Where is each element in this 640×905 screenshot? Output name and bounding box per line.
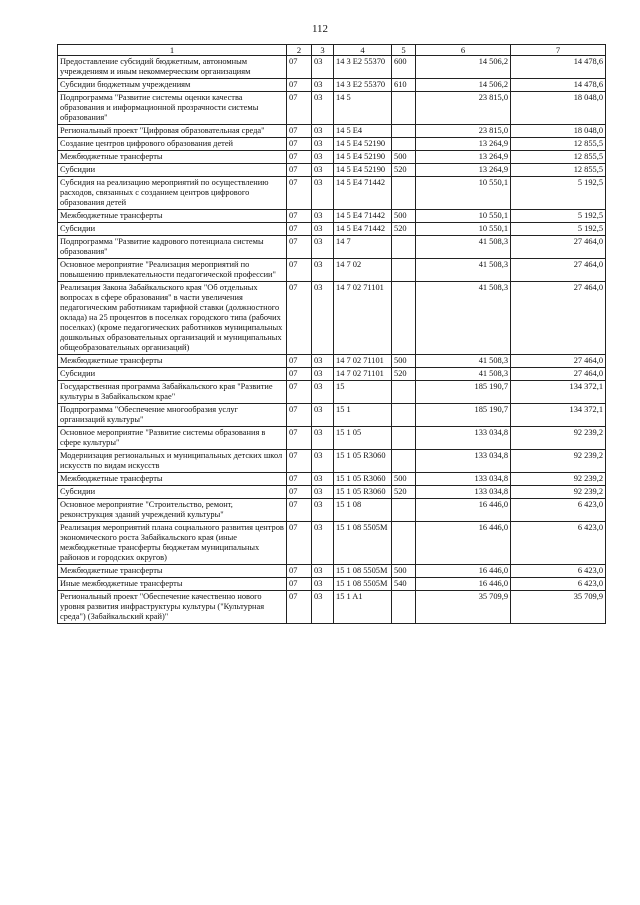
table-row [58, 381, 606, 404]
target-article-code-cell: 15 1 08 [334, 499, 392, 522]
section-code-cell: 07 [287, 368, 312, 381]
expense-type-code-cell [392, 282, 416, 355]
amount-cell: 92 239,2 [511, 473, 606, 486]
target-article-code-cell: 14 7 [334, 236, 392, 259]
table-row [58, 473, 606, 486]
target-article-code-cell: 14 7 02 71101 [334, 282, 392, 355]
section-code-cell: 07 [287, 259, 312, 282]
amount-cell: 35 709,9 [511, 591, 606, 624]
amount-cell: 10 550,1 [416, 177, 511, 210]
header-cell: 7 [511, 45, 606, 56]
table-row [58, 177, 606, 210]
amount-cell: 13 264,9 [416, 151, 511, 164]
subsection-code-cell: 03 [312, 565, 334, 578]
target-article-code-cell: 15 1 08 5505M [334, 565, 392, 578]
table-row [58, 56, 606, 79]
item-name-cell: Реализация Закона Забайкальского края "Об отдельных вопросах в сфере образования" в части увеличения педагогическим работникам тарифной ставки (должностного оклада) на 25 процентов в поселках городского типа (рабочих поселках) (кроме педагогических работников муниципальных дошкольных образовательных организаций и муниципальных общеобразовательных организаций) [58, 282, 287, 355]
table-row [58, 164, 606, 177]
item-name-cell: Модернизация региональных и муниципальных детских школ искусств по видам искусств [58, 450, 287, 473]
amount-cell: 41 508,3 [416, 236, 511, 259]
item-name-cell: Субсидия на реализацию мероприятий по осуществлению расходов, связанных с созданием центров цифрового образования детей [58, 177, 287, 210]
target-article-code-cell: 14 5 E4 [334, 125, 392, 138]
target-article-code-cell: 14 5 E4 52190 [334, 138, 392, 151]
subsection-code-cell: 03 [312, 473, 334, 486]
expense-type-code-cell [392, 125, 416, 138]
subsection-code-cell: 03 [312, 427, 334, 450]
table-row [58, 223, 606, 236]
table-row [58, 151, 606, 164]
table-row [58, 92, 606, 125]
section-code-cell: 07 [287, 138, 312, 151]
table-row [58, 499, 606, 522]
amount-cell: 23 815,0 [416, 125, 511, 138]
section-code-cell: 07 [287, 565, 312, 578]
subsection-code-cell: 03 [312, 578, 334, 591]
section-code-cell: 07 [287, 92, 312, 125]
amount-cell: 133 034,8 [416, 473, 511, 486]
amount-cell: 6 423,0 [511, 499, 606, 522]
section-code-cell: 07 [287, 151, 312, 164]
item-name-cell: Основное мероприятие "Развитие системы образования в сфере культуры" [58, 427, 287, 450]
amount-cell: 10 550,1 [416, 223, 511, 236]
target-article-code-cell: 14 3 E2 55370 [334, 56, 392, 79]
amount-cell: 12 855,5 [511, 151, 606, 164]
amount-cell: 41 508,3 [416, 282, 511, 355]
target-article-code-cell: 14 5 E4 71442 [334, 223, 392, 236]
item-name-cell: Межбюджетные трансферты [58, 355, 287, 368]
section-code-cell: 07 [287, 125, 312, 138]
amount-cell: 18 048,0 [511, 92, 606, 125]
table-row [58, 125, 606, 138]
subsection-code-cell: 03 [312, 591, 334, 624]
amount-cell: 27 464,0 [511, 368, 606, 381]
amount-cell: 27 464,0 [511, 282, 606, 355]
item-name-cell: Региональный проект "Обеспечение качественно нового уровня развития инфраструктуры культуры ("Культурная среда") (Забайкальский край)" [58, 591, 287, 624]
section-code-cell: 07 [287, 591, 312, 624]
target-article-code-cell: 15 1 08 5505M [334, 522, 392, 565]
item-name-cell: Субсидии бюджетным учреждениям [58, 79, 287, 92]
table-body [58, 56, 606, 624]
amount-cell: 5 192,5 [511, 210, 606, 223]
amount-cell: 6 423,0 [511, 578, 606, 591]
target-article-code-cell: 15 [334, 381, 392, 404]
header-row [58, 45, 606, 56]
amount-cell: 27 464,0 [511, 355, 606, 368]
expense-type-code-cell [392, 381, 416, 404]
subsection-code-cell: 03 [312, 236, 334, 259]
section-code-cell: 07 [287, 56, 312, 79]
subsection-code-cell: 03 [312, 499, 334, 522]
table-row [58, 522, 606, 565]
section-code-cell: 07 [287, 578, 312, 591]
section-code-cell: 07 [287, 522, 312, 565]
section-code-cell: 07 [287, 236, 312, 259]
amount-cell: 133 034,8 [416, 450, 511, 473]
item-name-cell: Межбюджетные трансферты [58, 210, 287, 223]
section-code-cell: 07 [287, 177, 312, 210]
amount-cell: 27 464,0 [511, 236, 606, 259]
section-code-cell: 07 [287, 473, 312, 486]
target-article-code-cell: 14 7 02 [334, 259, 392, 282]
subsection-code-cell: 03 [312, 79, 334, 92]
amount-cell: 14 506,2 [416, 56, 511, 79]
amount-cell: 14 506,2 [416, 79, 511, 92]
expense-type-code-cell: 520 [392, 368, 416, 381]
target-article-code-cell: 14 3 E2 55370 [334, 79, 392, 92]
amount-cell: 185 190,7 [416, 404, 511, 427]
expense-type-code-cell: 500 [392, 473, 416, 486]
expense-type-code-cell [392, 138, 416, 151]
section-code-cell: 07 [287, 210, 312, 223]
expense-type-code-cell [392, 404, 416, 427]
target-article-code-cell: 15 1 A1 [334, 591, 392, 624]
expense-type-code-cell [392, 92, 416, 125]
subsection-code-cell: 03 [312, 404, 334, 427]
table-row [58, 79, 606, 92]
table-row [58, 355, 606, 368]
subsection-code-cell: 03 [312, 92, 334, 125]
item-name-cell: Межбюджетные трансферты [58, 565, 287, 578]
amount-cell: 134 372,1 [511, 404, 606, 427]
section-code-cell: 07 [287, 355, 312, 368]
subsection-code-cell: 03 [312, 355, 334, 368]
section-code-cell: 07 [287, 282, 312, 355]
target-article-code-cell: 15 1 05 [334, 427, 392, 450]
subsection-code-cell: 03 [312, 259, 334, 282]
amount-cell: 133 034,8 [416, 486, 511, 499]
target-article-code-cell: 14 5 E4 52190 [334, 151, 392, 164]
amount-cell: 41 508,3 [416, 355, 511, 368]
amount-cell: 12 855,5 [511, 164, 606, 177]
amount-cell: 14 478,6 [511, 79, 606, 92]
page-number: 112 [311, 23, 329, 35]
item-name-cell: Региональный проект "Цифровая образовательная среда" [58, 125, 287, 138]
subsection-code-cell: 03 [312, 125, 334, 138]
expense-type-code-cell: 540 [392, 578, 416, 591]
expense-type-code-cell: 500 [392, 210, 416, 223]
table-row [58, 427, 606, 450]
expense-type-code-cell: 520 [392, 223, 416, 236]
target-article-code-cell: 14 5 E4 71442 [334, 210, 392, 223]
expense-type-code-cell: 520 [392, 486, 416, 499]
item-name-cell: Субсидии [58, 223, 287, 236]
table-row [58, 450, 606, 473]
item-name-cell: Субсидии [58, 486, 287, 499]
header-cell: 1 [58, 45, 287, 56]
target-article-code-cell: 14 5 E4 71442 [334, 177, 392, 210]
table-row [58, 404, 606, 427]
target-article-code-cell: 14 7 02 71101 [334, 355, 392, 368]
amount-cell: 134 372,1 [511, 381, 606, 404]
subsection-code-cell: 03 [312, 486, 334, 499]
subsection-code-cell: 03 [312, 381, 334, 404]
subsection-code-cell: 03 [312, 164, 334, 177]
budget-table [57, 44, 606, 624]
amount-cell: 16 446,0 [416, 522, 511, 565]
item-name-cell: Подпрограмма "Развитие кадрового потенциала системы образования" [58, 236, 287, 259]
target-article-code-cell: 15 1 05 R3060 [334, 450, 392, 473]
item-name-cell: Реализация мероприятий плана социального развития центров экономического роста Забайкальского края (иные межбюджетные трансферты бюджетам муниципальных районов и городских округов) [58, 522, 287, 565]
table-row [58, 591, 606, 624]
amount-cell: 41 508,3 [416, 259, 511, 282]
target-article-code-cell: 15 1 05 R3060 [334, 473, 392, 486]
expense-type-code-cell: 520 [392, 164, 416, 177]
item-name-cell: Субсидии [58, 164, 287, 177]
amount-cell: 35 709,9 [416, 591, 511, 624]
expense-type-code-cell [392, 259, 416, 282]
table-row [58, 236, 606, 259]
subsection-code-cell: 03 [312, 522, 334, 565]
subsection-code-cell: 03 [312, 210, 334, 223]
header-cell: 4 [334, 45, 392, 56]
table-row [58, 578, 606, 591]
item-name-cell: Межбюджетные трансферты [58, 151, 287, 164]
table-row [58, 138, 606, 151]
expense-type-code-cell [392, 522, 416, 565]
target-article-code-cell: 14 5 E4 52190 [334, 164, 392, 177]
expense-type-code-cell [392, 499, 416, 522]
item-name-cell: Подпрограмма "Развитие системы оценки качества образования и информационной прозрачности системы образования" [58, 92, 287, 125]
amount-cell: 16 446,0 [416, 499, 511, 522]
subsection-code-cell: 03 [312, 151, 334, 164]
item-name-cell: Создание центров цифрового образования детей [58, 138, 287, 151]
item-name-cell: Государственная программа Забайкальского края "Развитие культуры в Забайкальском крае" [58, 381, 287, 404]
expense-type-code-cell: 500 [392, 355, 416, 368]
amount-cell: 16 446,0 [416, 578, 511, 591]
item-name-cell: Основное мероприятие "Строительство, ремонт, реконструкция зданий учреждений культуры" [58, 499, 287, 522]
item-name-cell: Межбюджетные трансферты [58, 473, 287, 486]
amount-cell: 92 239,2 [511, 486, 606, 499]
section-code-cell: 07 [287, 79, 312, 92]
amount-cell: 92 239,2 [511, 450, 606, 473]
section-code-cell: 07 [287, 404, 312, 427]
amount-cell: 13 264,9 [416, 164, 511, 177]
expense-type-code-cell [392, 591, 416, 624]
amount-cell: 92 239,2 [511, 427, 606, 450]
amount-cell: 12 855,5 [511, 138, 606, 151]
item-name-cell: Основное мероприятие "Реализация мероприятий по повышению привлекательности педагогической профессии" [58, 259, 287, 282]
expense-type-code-cell: 600 [392, 56, 416, 79]
section-code-cell: 07 [287, 450, 312, 473]
subsection-code-cell: 03 [312, 282, 334, 355]
table-row [58, 486, 606, 499]
amount-cell: 6 423,0 [511, 522, 606, 565]
target-article-code-cell: 14 7 02 71101 [334, 368, 392, 381]
item-name-cell: Подпрограмма "Обеспечение многообразия услуг организаций культуры" [58, 404, 287, 427]
amount-cell: 23 815,0 [416, 92, 511, 125]
item-name-cell: Иные межбюджетные трансферты [58, 578, 287, 591]
table-row [58, 565, 606, 578]
amount-cell: 14 478,6 [511, 56, 606, 79]
header-cell: 3 [312, 45, 334, 56]
subsection-code-cell: 03 [312, 368, 334, 381]
amount-cell: 27 464,0 [511, 259, 606, 282]
amount-cell: 18 048,0 [511, 125, 606, 138]
amount-cell: 6 423,0 [511, 565, 606, 578]
amount-cell: 16 446,0 [416, 565, 511, 578]
section-code-cell: 07 [287, 164, 312, 177]
amount-cell: 13 264,9 [416, 138, 511, 151]
header-cell: 6 [416, 45, 511, 56]
expense-type-code-cell [392, 450, 416, 473]
expense-type-code-cell [392, 177, 416, 210]
section-code-cell: 07 [287, 499, 312, 522]
expense-type-code-cell: 500 [392, 565, 416, 578]
table-row [58, 368, 606, 381]
amount-cell: 5 192,5 [511, 177, 606, 210]
amount-cell: 133 034,8 [416, 427, 511, 450]
subsection-code-cell: 03 [312, 177, 334, 210]
header-cell: 2 [287, 45, 312, 56]
table-row [58, 259, 606, 282]
expense-type-code-cell [392, 236, 416, 259]
amount-cell: 5 192,5 [511, 223, 606, 236]
section-code-cell: 07 [287, 223, 312, 236]
expense-type-code-cell: 610 [392, 79, 416, 92]
table-row [58, 282, 606, 355]
section-code-cell: 07 [287, 486, 312, 499]
target-article-code-cell: 15 1 05 R3060 [334, 486, 392, 499]
amount-cell: 41 508,3 [416, 368, 511, 381]
subsection-code-cell: 03 [312, 56, 334, 79]
subsection-code-cell: 03 [312, 138, 334, 151]
section-code-cell: 07 [287, 427, 312, 450]
target-article-code-cell: 14 5 [334, 92, 392, 125]
table-row [58, 210, 606, 223]
expense-type-code-cell: 500 [392, 151, 416, 164]
subsection-code-cell: 03 [312, 450, 334, 473]
header-cell: 5 [392, 45, 416, 56]
amount-cell: 10 550,1 [416, 210, 511, 223]
subsection-code-cell: 03 [312, 223, 334, 236]
item-name-cell: Предоставление субсидий бюджетным, автономным учреждениям и иным некоммерческим организациям [58, 56, 287, 79]
target-article-code-cell: 15 1 [334, 404, 392, 427]
item-name-cell: Субсидии [58, 368, 287, 381]
section-code-cell: 07 [287, 381, 312, 404]
amount-cell: 185 190,7 [416, 381, 511, 404]
target-article-code-cell: 15 1 08 5505M [334, 578, 392, 591]
expense-type-code-cell [392, 427, 416, 450]
